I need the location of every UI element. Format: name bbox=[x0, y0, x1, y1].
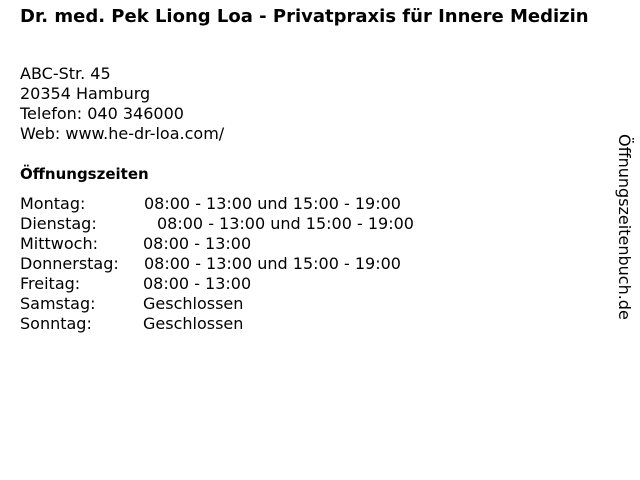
time-value: 08:00 - 13:00 bbox=[143, 274, 252, 293]
practice-title: Dr. med. Pek Liong Loa - Privatpraxis für Innere Medizin bbox=[20, 6, 589, 27]
website: Web: www.he-dr-loa.com/ bbox=[20, 124, 225, 143]
day-label: Freitag: bbox=[20, 274, 81, 293]
time-value: Geschlossen bbox=[143, 314, 244, 333]
day-label: Mittwoch: bbox=[20, 234, 98, 253]
city: 20354 Hamburg bbox=[20, 84, 151, 103]
time-value: 08:00 - 13:00 bbox=[143, 234, 252, 253]
day-label: Sonntag: bbox=[20, 314, 92, 333]
day-label: Dienstag: bbox=[20, 214, 97, 233]
street: ABC-Str. 45 bbox=[20, 64, 111, 83]
watermark-text: Öffnungszeitenbuch.de bbox=[615, 134, 634, 320]
time-value: 08:00 - 13:00 und 15:00 - 19:00 bbox=[144, 194, 401, 213]
day-label: Samstag: bbox=[20, 294, 96, 313]
address-block bbox=[20, 64, 224, 144]
day-label: Montag: bbox=[20, 194, 86, 213]
time-value: 08:00 - 13:00 und 15:00 - 19:00 bbox=[144, 254, 401, 273]
time-value: Geschlossen bbox=[143, 294, 244, 313]
time-value: 08:00 - 13:00 und 15:00 - 19:00 bbox=[157, 214, 414, 233]
opening-hours-heading: Öffnungszeiten bbox=[20, 165, 149, 183]
day-label: Donnerstag: bbox=[20, 254, 119, 273]
phone: Telefon: 040 346000 bbox=[20, 104, 184, 123]
